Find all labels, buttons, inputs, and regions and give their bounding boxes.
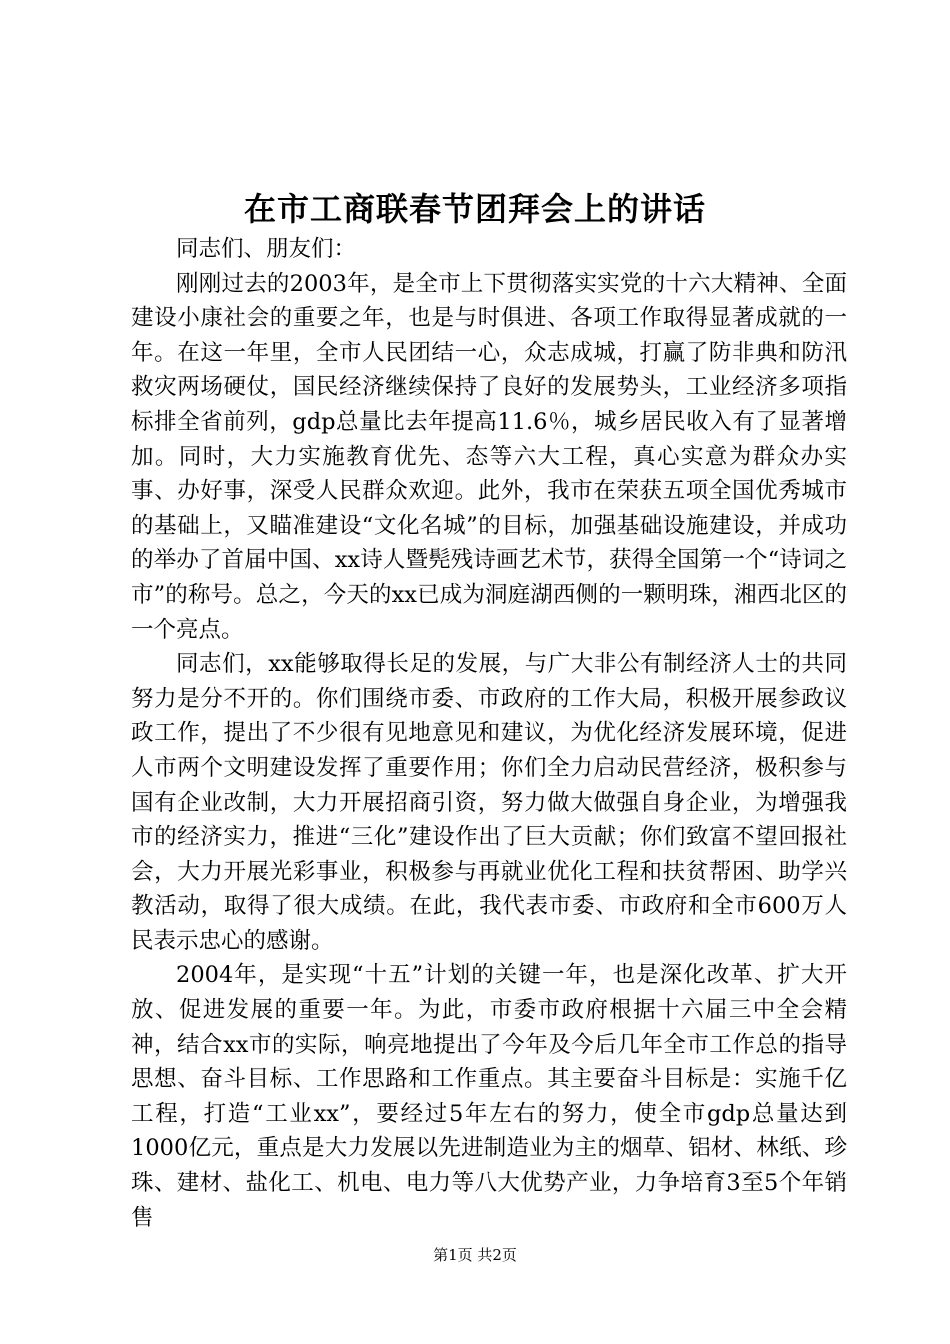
document-body bbox=[131, 232, 847, 1235]
page-number-footer: 第1页 共2页 bbox=[433, 1246, 517, 1264]
document-title: 在市工商联春节团拜会上的讲话 bbox=[243, 190, 706, 228]
body-paragraph: 同志们，xx能够取得长足的发展，与广大非公有制经济人士的共同努力是分不开的。你们围绕市委、市政府的工作大局，积极开展参政议政工作，提出了不少很有见地意见和建议，为优化经济发展环境，促进人市两个文明建设发挥了重要作用；你们全力启动民营经济，极积参与国有企业改制，大力开展招商引资，努力做大做强自身企业，为增强我市的经济实力，推进“三化”建设作出了巨大贡献；你们致富不望回报社会，大力开展光彩事业，积极参与再就业优化工程和扶贫帮困、助学兴教活动，取得了很大成绩。在此，我代表市委、市政府和全市600万人民表示忠心的感谢。 bbox=[131, 651, 847, 954]
salutation-paragraph: 同志们、朋友们： bbox=[176, 236, 357, 262]
body-paragraph: 2004年，是实现“十五”计划的关键一年，也是深化改革、扩大开放、促进发展的重要一年。为此，市委市政府根据十六届三中全会精神，结合xx市的实际，响亮地提出了今年及今后几年全市工作总的指导思想、奋斗目标、工作思路和工作重点。其主要奋斗目标是：实施千亿工程，打造“工业xx”，要经过5年左右的努力，使全市gdp总量达到1000亿元，重点是大力发展以先进制造业为主的烟草、铝材、林纸、珍珠、建材、盐化工、机电、电力等八大优势产业，力争培育3至5个年销售 bbox=[131, 962, 847, 1231]
body-paragraph: 刚刚过去的2003年，是全市上下贯彻落实实党的十六大精神、全面建设小康社会的重要之年，也是与时俱进、各项工作取得显著成就的一年。在这一年里，全市人民团结一心，众志成城，打赢了防非典和防汛救灾两场硬仗，国民经济继续保持了良好的发展势头，工业经济多项指标排全省前列，gdp总量比去年提高11.6％，城乡居民收入有了显著增加。同时，大力实施教育优先、态等六大工程，真心实意为群众办实事、办好事，深受人民群众欢迎。此外，我市在荣获五项全国优秀城市的基础上，又瞄准建设“文化名城”的目标，加强基础设施建设，并成功的举办了首届中国、xx诗人暨髡残诗画艺术节，获得全国第一个“诗词之市”的称号。总之，今天的xx已成为洞庭湖西侧的一颗明珠，湘西北区的一个亮点。 bbox=[131, 270, 847, 643]
